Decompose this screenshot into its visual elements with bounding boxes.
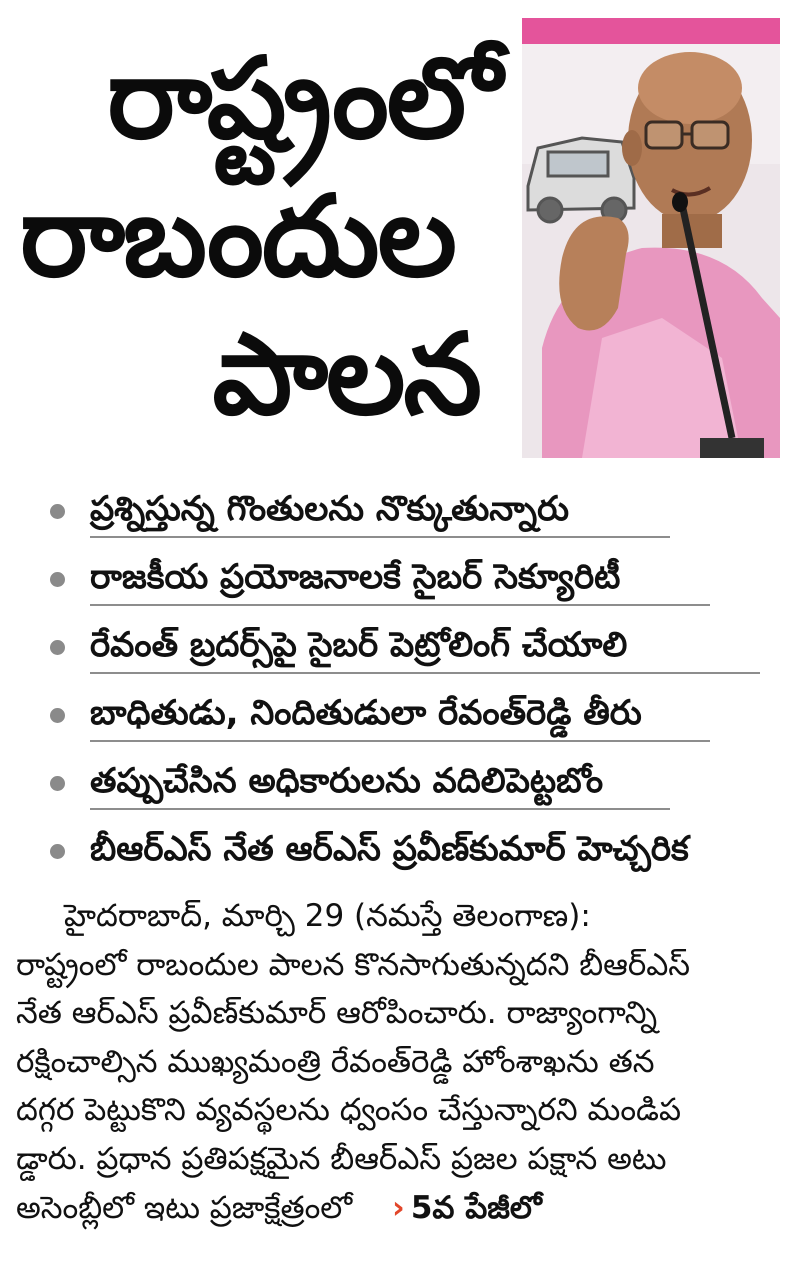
bullet-dot-icon xyxy=(50,640,65,655)
bullet-rule xyxy=(90,808,670,810)
bullet-rule xyxy=(90,672,760,674)
bullet-item xyxy=(38,750,778,818)
bullet-item xyxy=(38,614,778,682)
bullet-text: బాధితుడు, నిందితుడులా రేవంత్‌రెడ్డి తీరు xyxy=(90,693,642,733)
article-line: హైదరాబాద్, మార్చి 29 (నమస్తే తెలంగాణ): xyxy=(64,898,591,934)
article-line: రక్షించాల్సిన ముఖ్యమంత్రి రేవంత్‌రెడ్డి హోంశాఖను తన xyxy=(16,1043,655,1080)
bullet-text: రేవంత్ బ్రదర్స్‌పై సైబర్ పెట్రోలింగ్ చేయాలి xyxy=(90,625,628,665)
bullet-item xyxy=(38,682,778,750)
continue-arrow-icon: › xyxy=(392,1189,405,1226)
bullet-dot-icon xyxy=(50,776,65,791)
article-line: అసెంబ్లీలో ఇటు ప్రజాక్షేత్రంలో xyxy=(16,1189,353,1226)
car-icon xyxy=(528,138,634,222)
bullet-rule xyxy=(90,604,710,606)
speaker-photo xyxy=(522,18,780,458)
bullet-rule xyxy=(90,536,670,538)
article-line: డ్డారు. ప్రధాన ప్రతిపక్షమైన బీఆర్‌ఎస్ ప్రజల పక్షాన అటు xyxy=(16,1140,667,1177)
bullet-item xyxy=(38,478,778,546)
article-line: నేత ఆర్‌ఎస్ ప్రవీణ్‌కుమార్ ఆరోపించారు. రాజ్యాంగాన్ని xyxy=(16,995,658,1032)
article-body xyxy=(16,892,771,1232)
bullet-dot-icon xyxy=(50,572,65,587)
article-line: రాష్ట్రంలో రాబందుల పాలన కొనసాగుతున్నదని బీఆర్‌ఎస్ xyxy=(16,946,691,983)
continued-label: 5వ పేజీలో xyxy=(410,1189,542,1226)
headline xyxy=(20,30,510,444)
bullet-dot-icon xyxy=(50,844,65,859)
article-line-last xyxy=(16,1184,771,1233)
bullet-dot-icon xyxy=(50,708,65,723)
bullet-item xyxy=(38,818,778,886)
continued-on-page-link[interactable] xyxy=(392,1184,542,1233)
bullet-text: రాజకీయ ప్రయోజనాలకే సైబర్ సెక్యూరిటీ xyxy=(90,557,621,597)
headline-line-1: రాష్ట్రంలో xyxy=(107,34,500,164)
headline-line-2: రాబందుల xyxy=(20,172,455,302)
bullet-text: తప్పుచేసిన అధికారులను వదిలిపెట్టబోం xyxy=(90,761,604,801)
article-line: దగ్గర పెట్టుకొని వ్యవస్థలను ధ్వంసం చేస్తున్నారని మండిప xyxy=(16,1092,682,1129)
bullet-text: బీఆర్‌ఎస్ నేత ఆర్‌ఎస్ ప్రవీణ్‌కుమార్ హెచ్చరిక xyxy=(90,829,689,869)
bullet-rule xyxy=(90,740,710,742)
bullet-text: ప్రశ్నిస్తున్న గొంతులను నొక్కుతున్నారు xyxy=(90,489,570,529)
bullet-item xyxy=(38,546,778,614)
speaker-photo-graphic xyxy=(522,18,780,458)
headline-line-3: పాలన xyxy=(212,310,480,440)
bullet-list xyxy=(38,478,778,886)
bullet-dot-icon xyxy=(50,504,65,519)
